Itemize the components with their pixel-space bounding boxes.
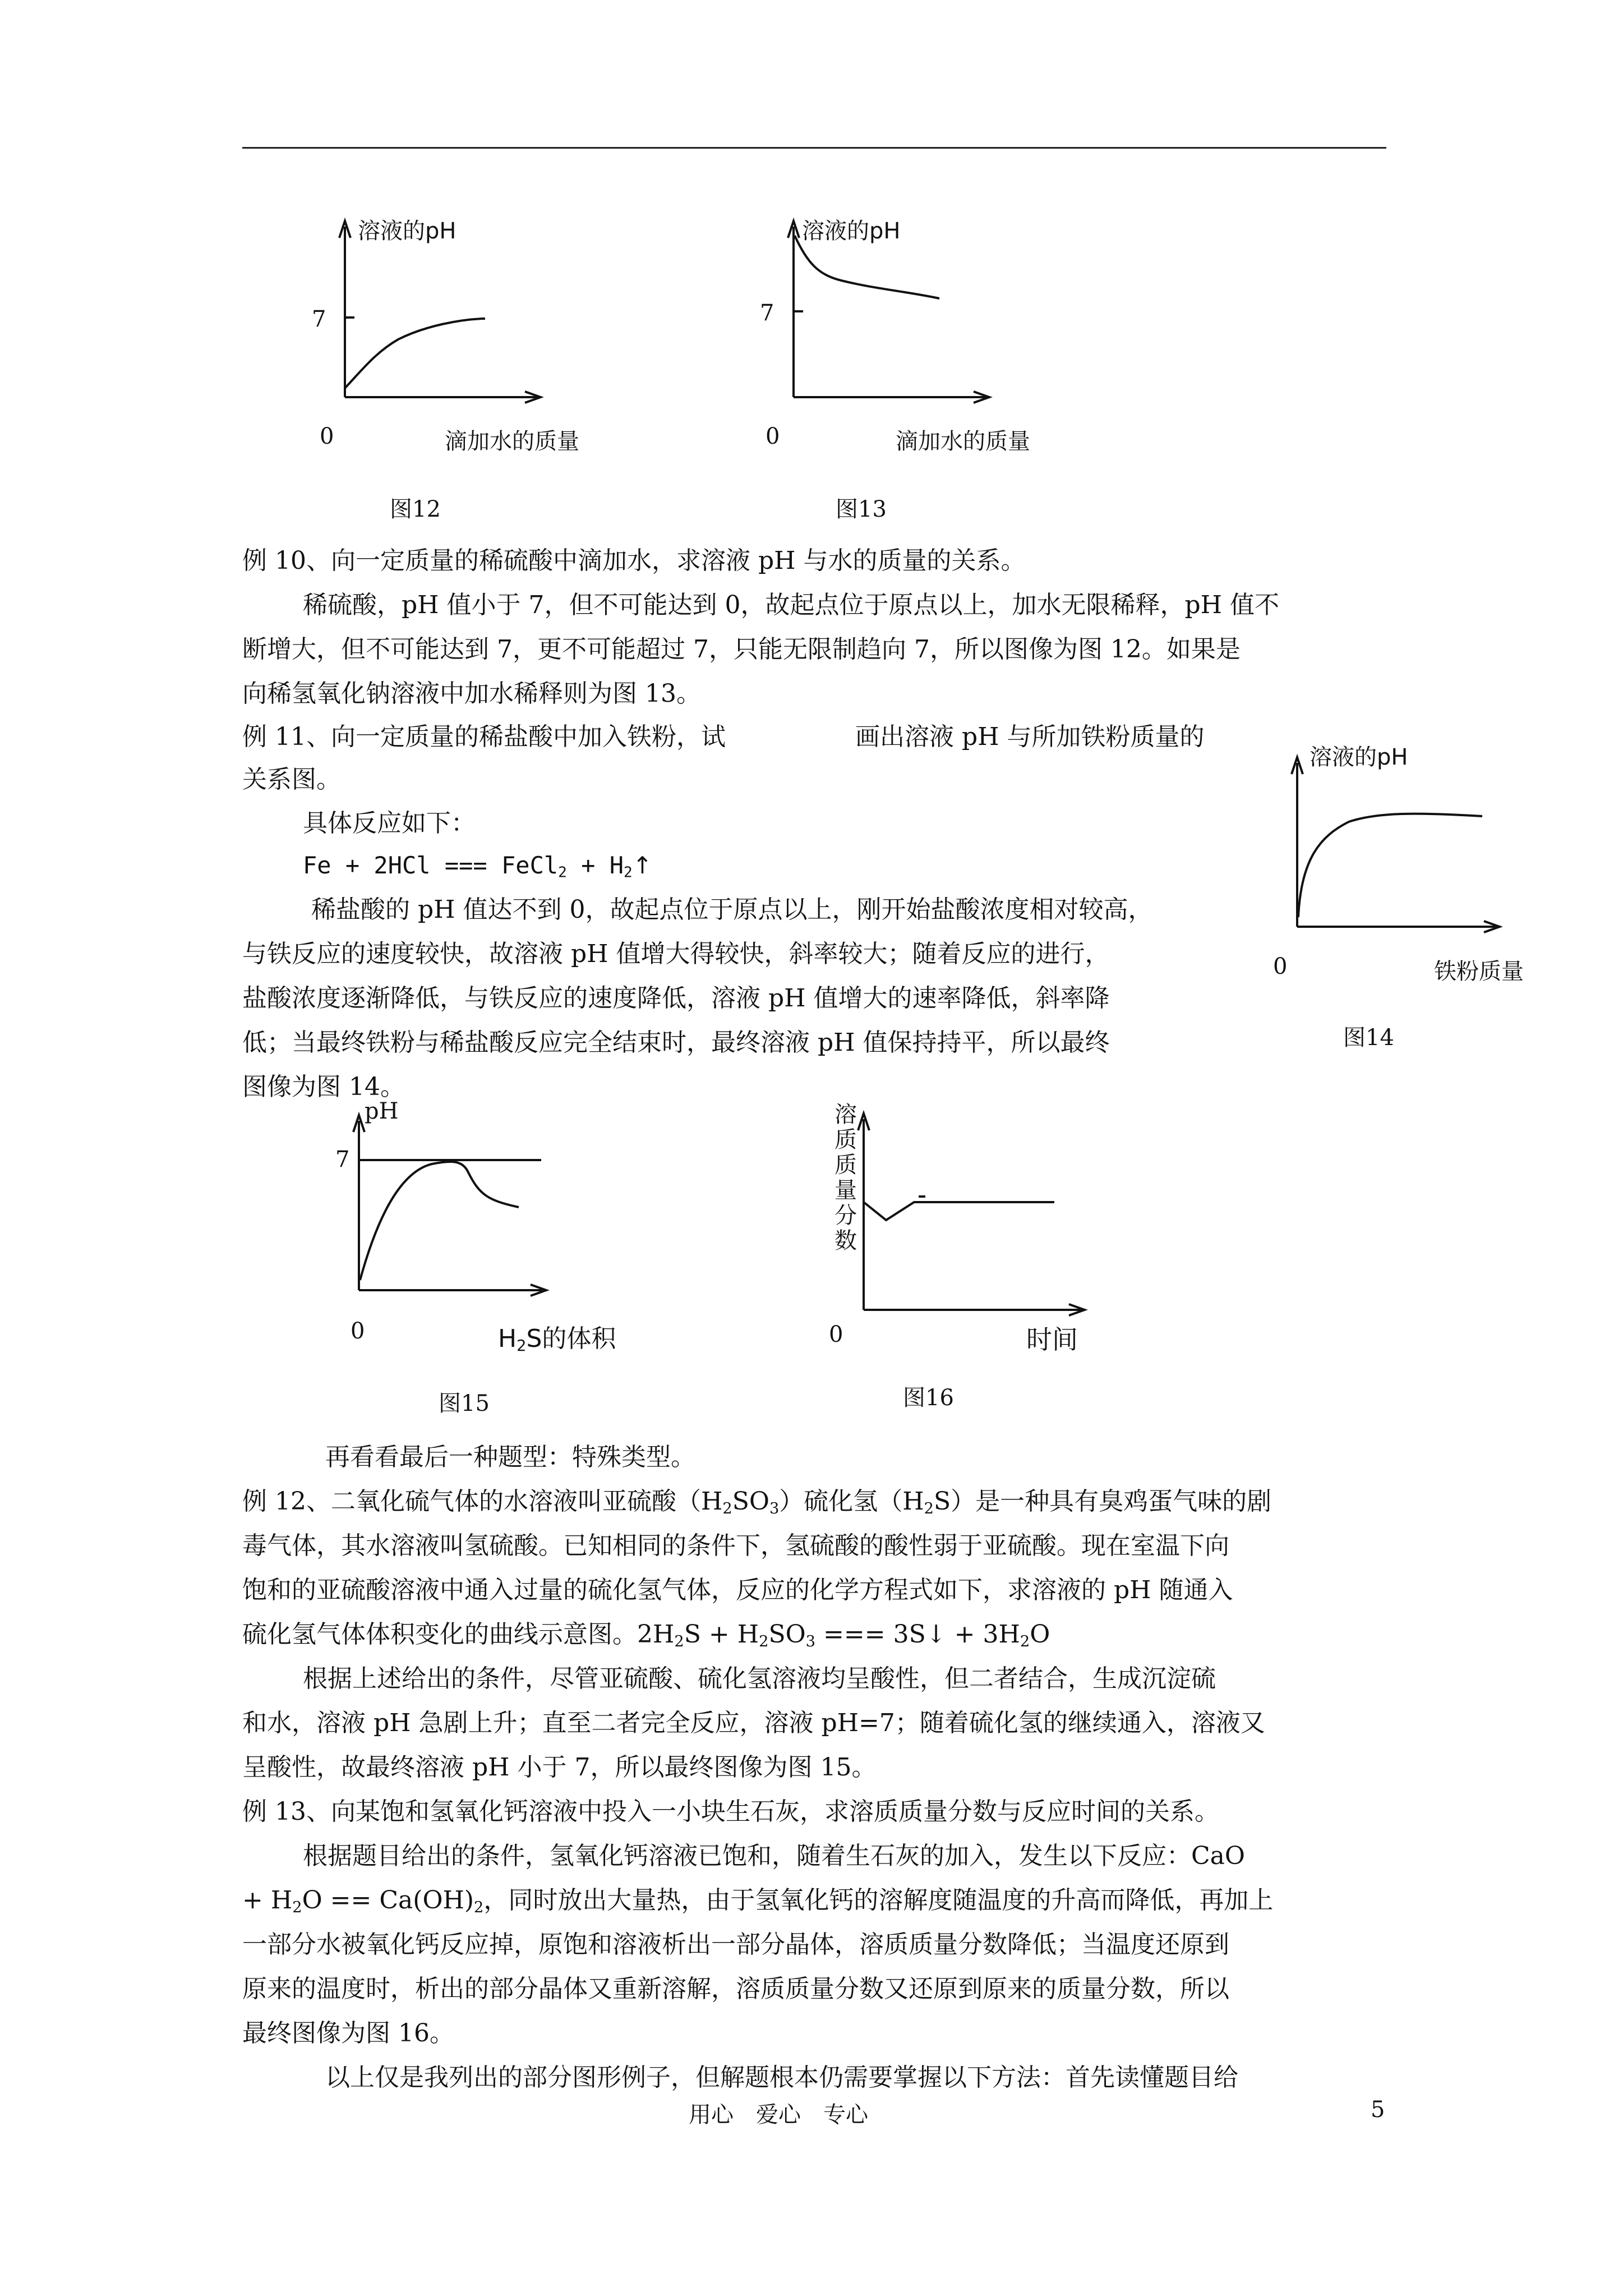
ex11-reaction-intro: 具体反应如下： bbox=[303, 809, 476, 838]
fig13-ylabel: 溶液的pH bbox=[802, 218, 901, 244]
fig16-origin: 0 bbox=[829, 1322, 843, 1347]
fig15-ylabel: pH bbox=[365, 1098, 399, 1124]
fig15-origin: 0 bbox=[351, 1318, 365, 1344]
fig15-caption: 图15 bbox=[439, 1391, 490, 1416]
fig12-xlabel: 滴加水的质量 bbox=[445, 429, 579, 454]
ex12-para-line3: 呈酸性，故最终溶液 pH 小于 7，所以最终图像为图 15。 bbox=[242, 1753, 877, 1782]
ex10-para-line1: 稀硫酸，pH 值小于 7，但不可能达到 0，故起点位于原点以上，加水无限稀释，pH 值不 bbox=[303, 591, 1280, 619]
fig13-xlabel: 滴加水的质量 bbox=[896, 429, 1030, 454]
special-type-intro: 再看看最后一种题型：特殊类型。 bbox=[325, 1443, 695, 1471]
page-number: 5 bbox=[1371, 2097, 1385, 2123]
closing-line: 以上仅是我列出的部分图形例子，但解题根本仍需要掌握以下方法：首先读懂题目给 bbox=[325, 2063, 1238, 2092]
fig13-origin: 0 bbox=[766, 424, 780, 449]
fig14-origin: 0 bbox=[1273, 954, 1288, 979]
ex12-para-line2: 和水，溶液 pH 急剧上升；直至二者完全反应，溶液 pH=7；随着硫化氢的继续通入，溶液又 bbox=[242, 1709, 1265, 1737]
fig13-caption: 图13 bbox=[836, 496, 887, 522]
header-rule bbox=[242, 147, 1386, 149]
fig12-ytick: 7 bbox=[312, 306, 326, 332]
ex12-line1: 例 12、二氧化硫气体的水溶液叫亚硫酸$(H_2SO_3)$硫化氢$(H_2S)$是一种具有臭鸡蛋气味的剧 bbox=[242, 1487, 1272, 1517]
fig16-curve bbox=[864, 1202, 1054, 1220]
fig13-ytick: 7 bbox=[760, 300, 774, 326]
ex11-title-part2: 画出溶液 pH 与所加铁粉质量的 bbox=[855, 723, 1205, 751]
ex11-para-line5: 图像为图 14。 bbox=[242, 1073, 405, 1101]
ex11-para-line1: 稀盐酸的 pH 值达不到 0，故起点位于原点以上，刚开始盐酸浓度相对较高， bbox=[311, 895, 1153, 924]
fig14-ylabel: 溶液的pH bbox=[1310, 744, 1408, 770]
fig12-curve bbox=[345, 319, 485, 388]
fig16-plot bbox=[841, 1108, 1099, 1321]
ex11-title-part3: 关系图。 bbox=[242, 765, 341, 794]
fig16-xlabel: 时间 bbox=[1026, 1324, 1078, 1355]
fig16-ylabel: 溶 质 质 量 分 数 bbox=[834, 1102, 857, 1254]
ex13-para-line5: 最终图像为图 16。 bbox=[242, 2019, 454, 2047]
fig16-caption: 图16 bbox=[903, 1385, 954, 1411]
ex12-line3: 饱和的亚硫酸溶液中通入过量的硫化氢气体，反应的化学方程式如下，求溶液的 pH 随通入 bbox=[242, 1576, 1233, 1604]
ex11-title-part1: 例 11、向一定质量的稀盐酸中加入铁粉，试 bbox=[242, 723, 726, 751]
ex10-para-line3: 向稀氢氧化钠溶液中加水稀释则为图 13。 bbox=[242, 679, 701, 708]
fig14-xlabel: 铁粉质量 bbox=[1434, 959, 1524, 984]
footer-motto: 用心 爱心 专心 bbox=[689, 2102, 868, 2128]
fig15-curve bbox=[360, 1162, 519, 1280]
fig14-caption: 图14 bbox=[1343, 1025, 1394, 1051]
ex10-title: 例 10、向一定质量的稀硫酸中滴加水，求溶液 pH 与水的质量的关系。 bbox=[242, 546, 1026, 575]
ex13-title: 例 13、向某饱和氢氧化钙溶液中投入一小块生石灰，求溶质质量分数与反应时间的关系。 bbox=[242, 1797, 1219, 1826]
fig15-xlabel: $H_2S$的体积 bbox=[498, 1324, 616, 1355]
ex13-para-line3: 一部分水被氧化钙反应掉，原饱和溶液析出一部分晶体，溶质质量分数降低；当温度还原到 bbox=[242, 1930, 1229, 1959]
ex12-para-line1: 根据上述给出的条件，尽管亚硫酸、硫化氢溶液均呈酸性，但二者结合，生成沉淀硫 bbox=[303, 1664, 1216, 1693]
ex13-para-line4: 原来的温度时，析出的部分晶体又重新溶解，溶质质量分数又还原到原来的质量分数，所以 bbox=[242, 1975, 1229, 2003]
fig12-origin: 0 bbox=[320, 424, 334, 449]
fig15-plot bbox=[342, 1105, 555, 1301]
fig15-ytick: 7 bbox=[335, 1147, 350, 1172]
ex12-line2: 毒气体，其水溶液叫氢硫酸。已知相同的条件下，氢硫酸的酸性弱于亚硫酸。现在室温下向 bbox=[242, 1531, 1229, 1560]
ex11-equation: Fe + 2HCl === FeCl$_2$ + $H_2↑$ bbox=[303, 852, 652, 881]
fig14-curve bbox=[1298, 814, 1482, 917]
ex10-para-line2: 断增大，但不可能达到 7，更不可能超过 7，只能无限制趋向 7，所以图像为图 12。如果是 bbox=[242, 635, 1241, 664]
ex11-para-line4: 低；当最终铁粉与稀盐酸反应完全结束时，最终溶液 pH 值保持持平，所以最终 bbox=[242, 1028, 1110, 1057]
ex11-para-line3: 盐酸浓度逐渐降低，与铁反应的速度降低，溶液 pH 值增大的速率降低，斜率降 bbox=[242, 984, 1110, 1013]
ex12-line4: 硫化氢气体体积变化的曲线示意图。$2H_2S + H_2SO_3$ === 3S↓ + $3H_2O$ bbox=[242, 1620, 1050, 1650]
ex13-para-line1: 根据题目给出的条件，氢氧化钙溶液已饱和，随着生石灰的加入，发生以下反应：CaO bbox=[303, 1842, 1245, 1870]
fig12-caption: 图12 bbox=[390, 496, 441, 522]
fig14-plot bbox=[1281, 746, 1506, 937]
fig12-ylabel: 溶液的pH bbox=[358, 218, 457, 244]
ex13-para-line2: + $H_2O == Ca(OH)_2$，同时放出大量热，由于氢氧化钙的溶解度随温度的升高而降低，再加上 bbox=[242, 1886, 1274, 1916]
ex11-para-line2: 与铁反应的速度较快，故溶液 pH 值增大得较快，斜率较大；随着反应的进行， bbox=[242, 940, 1110, 968]
